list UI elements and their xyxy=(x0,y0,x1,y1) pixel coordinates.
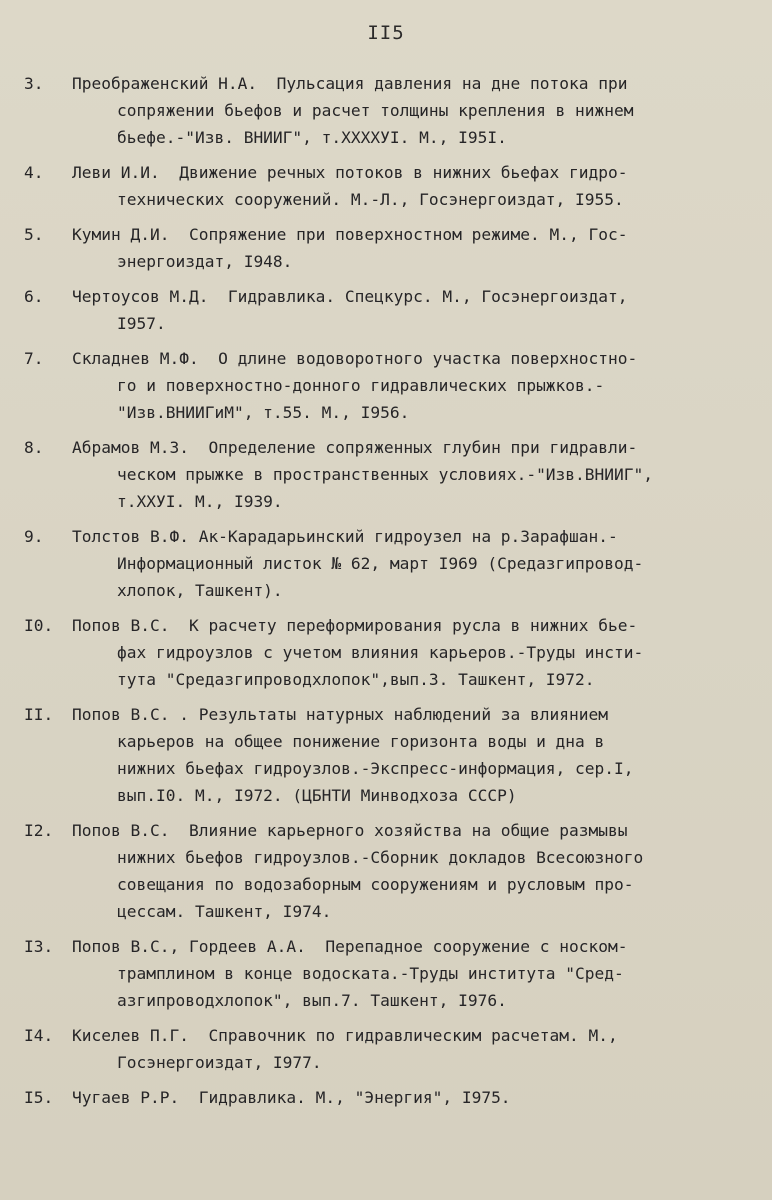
reference-line: Абрамов М.З. Определение сопряженных глубин при гидравли- xyxy=(72,438,638,457)
reference-number: 4. xyxy=(24,163,44,182)
page-number: II5 xyxy=(367,22,405,44)
reference-line: Кумин Д.И. Сопряжение при поверхностном режиме. М., Гос- xyxy=(72,225,628,244)
reference-number: 6. xyxy=(24,287,44,306)
reference-line: бьефе.-"Изв. ВНИИГ", т.XXXXУI. М., I95I. xyxy=(117,128,507,147)
reference-item xyxy=(24,434,682,515)
reference-line: т.XXУI. М., I939. xyxy=(117,492,283,511)
reference-line: Преображенский Н.А. Пульсация давления на дне потока при xyxy=(72,74,628,93)
reference-line: нижних бьефах гидроузлов.-Экспресс-информация, сер.I, xyxy=(117,759,634,778)
reference-line: Чугаев Р.Р. Гидравлика. М., "Энергия", I975. xyxy=(72,1088,511,1107)
reference-number: 7. xyxy=(24,349,44,368)
reference-line: технических сооружений. М.-Л., Госэнергоиздат, I955. xyxy=(117,190,624,209)
reference-line: фах гидроузлов с учетом влияния карьеров.-Труды инсти- xyxy=(117,643,644,662)
reference-line: ческом прыжке в пространственных условиях.-"Изв.ВНИИГ", xyxy=(117,465,654,484)
reference-line: Леви И.И. Движение речных потоков в нижних бьефах гидро- xyxy=(72,163,628,182)
reference-number: 5. xyxy=(24,225,44,244)
reference-number: I3. xyxy=(24,937,54,956)
reference-line: совещания по водозаборным сооружениям и русловым про- xyxy=(117,875,634,894)
reference-line: Попов В.С., Гордеев А.А. Перепадное сооружение с носком- xyxy=(72,937,628,956)
reference-item xyxy=(24,1084,556,1111)
reference-line: вып.I0. М., I972. (ЦБНТИ Минводхоза СССР) xyxy=(117,786,517,805)
reference-number: II. xyxy=(24,705,54,724)
reference-item xyxy=(24,159,673,213)
reference-line: карьеров на общее понижение горизонта воды и дна в xyxy=(117,732,605,751)
reference-item xyxy=(24,221,673,275)
reference-line: хлопок, Ташкент). xyxy=(117,581,283,600)
reference-item xyxy=(24,701,653,809)
reference-item xyxy=(24,612,682,693)
reference-item xyxy=(24,70,673,151)
reference-number: I0. xyxy=(24,616,54,635)
reference-line: трамплином в конце водоската.-Труды института "Сред- xyxy=(117,964,624,983)
reference-line: цессам. Ташкент, I974. xyxy=(117,902,332,921)
reference-line: сопряжении бьефов и расчет толщины крепления в нижнем xyxy=(117,101,634,120)
reference-number: 8. xyxy=(24,438,44,457)
reference-line: нижних бьефов гидроузлов.-Сборник докладов Всесоюзного xyxy=(117,848,644,867)
reference-line: Киселев П.Г. Справочник по гидравлическим расчетам. М., xyxy=(72,1026,618,1045)
reference-line: Попов В.С. К расчету переформирования русла в нижних бье- xyxy=(72,616,638,635)
reference-number: 3. xyxy=(24,74,44,93)
reference-number: I4. xyxy=(24,1026,54,1045)
reference-line: тута "Средазгипроводхлопок",вып.3. Ташкент, I972. xyxy=(117,670,595,689)
reference-line: I957. xyxy=(117,314,166,333)
reference-line: "Изв.ВНИИГиМ", т.55. М., I956. xyxy=(117,403,410,422)
reference-line: Информационный листок № 62, март I969 (Средазгипровод- xyxy=(117,554,644,573)
reference-line: го и поверхностно-донного гидравлических прыжков.- xyxy=(117,376,605,395)
reference-item xyxy=(24,817,673,925)
reference-line: Попов В.С. . Результаты натурных наблюдений за влиянием xyxy=(72,705,609,724)
reference-item xyxy=(24,523,663,604)
reference-line: Попов В.С. Влияние карьерного хозяйства на общие размывы xyxy=(72,821,628,840)
reference-line: Складнев М.Ф. О длине водоворотного участка поверхностно- xyxy=(72,349,638,368)
reference-line: Госэнергоиздат, I977. xyxy=(117,1053,322,1072)
reference-item xyxy=(24,1022,663,1076)
reference-line: Толстов В.Ф. Ак-Карадарьинский гидроузел на р.Зарафшан.- xyxy=(72,527,618,546)
reference-line: Чертоусов М.Д. Гидравлика. Спецкурс. М., Госэнергоиздат, xyxy=(72,287,628,306)
reference-line: азгипроводхлопок", вып.7. Ташкент, I976. xyxy=(117,991,507,1010)
reference-item xyxy=(24,345,682,426)
reference-item xyxy=(24,933,673,1014)
reference-line: энергоиздат, I948. xyxy=(117,252,293,271)
reference-number: I5. xyxy=(24,1088,54,1107)
reference-item xyxy=(24,283,673,337)
reference-number: I2. xyxy=(24,821,54,840)
reference-number: 9. xyxy=(24,527,44,546)
